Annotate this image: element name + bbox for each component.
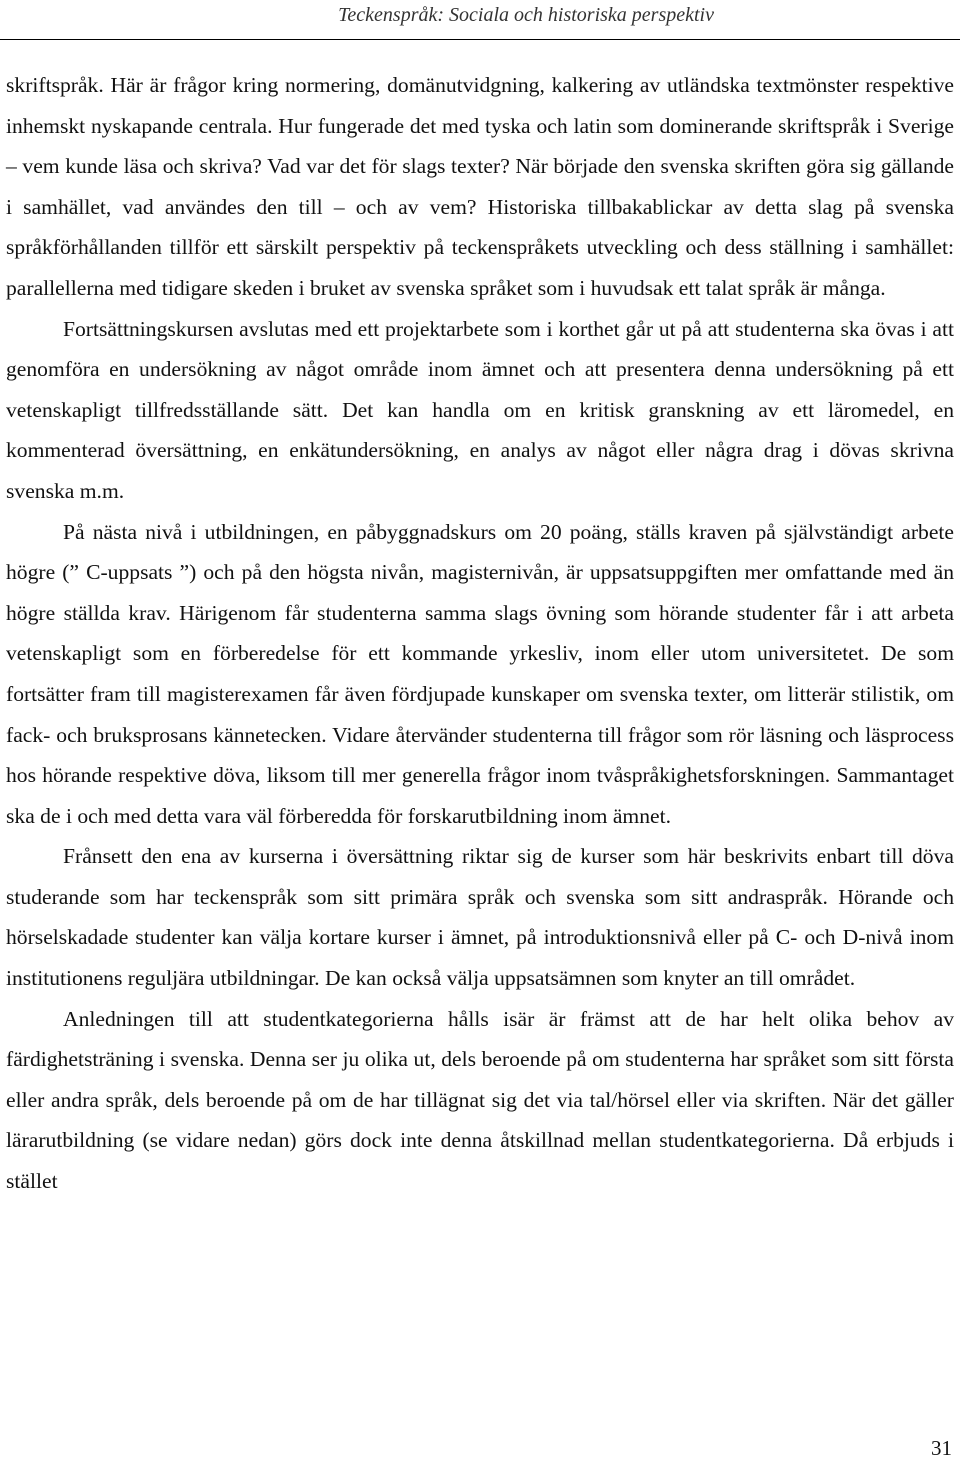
running-header [0,0,960,40]
paragraph-pabyggnadskurs: På nästa nivå i utbildningen, en påbyggnadskurs om 20 poäng, ställs kraven på självständigt arbete högre (” C-uppsats ”) och på den högsta nivån, magisternivån, är uppsatsuppgiften mer omfattande med än högre ställda krav. Härigenom får studenterna samma slags övning som hörande studenter får i att arbeta vetenskapligt som en förberedelse för ett kommande yrkesliv, inom eller utom universitetet. De som fortsätter fram till magisterexamen får även fördjupade kunskaper om svenska texter, om litterär stilistik, om fack- och bruksprosans kännetecken. Vidare återvänder studenterna till frågor som rör läsning och läsprocess hos hörande respektive döva, liksom till mer generella frågor inom tvåspråkighetsforskningen. Sammantaget ska de i och med detta vara väl förberedda för forskarutbildning inom ämnet. [6,519,954,828]
paragraph-projektarbete: Fortsättningskursen avslutas med ett projektarbete som i korthet går ut på att studenterna ska övas i att genomföra en undersökning av något område inom ämnet och att presentera denna undersökning på ett vetenskapligt tillfredsställande sätt. Det kan handla om en kritisk granskning av ett läromedel, en kommenterad översättning, en enkätundersökning, en analys av något eller några drag i dövas skrivna svenska m.m. [6,316,954,503]
page-number: 31 [931,1436,952,1460]
body-text [6,65,954,1202]
paragraph-kurser-dova: Frånsett den ena av kurserna i översättning riktar sig de kurser som här beskrivits enbart till döva studerande som har teckenspråk som sitt primära språk och svenska som sitt andraspråk. Hörande och hörselskadade studenter kan välja kortare kurser i ämnet, på introduktionsnivå eller på C- och D-nivå inom institutionens reguljära utbildningar. De kan också välja uppsatsämnen som knyter an till området. [6,844,954,991]
paragraph-studentkategorier: Anledningen till att studentkategorierna hålls isär är främst att de har helt olika behov av färdighetsträning i svenska. Denna ser ju olika ut, dels beroende på om studenterna har språket som sitt första eller andra språk, dels beroende på om de har tillägnat sig det via tal/hörsel eller via skriften. När det gäller lärarutbildning (se vidare nedan) görs dock inte denna åtskillnad mellan studentkategorierna. Då erbjuds i stället [6,1006,954,1194]
running-header-title: Teckenspråk: Sociala och historiska perspektiv [338,4,714,26]
paragraph-continuation: skriftspråk. Här är frågor kring normering, domänutvidgning, kalkering av utländska textmönster respektive inhemskt nyskapande centrala. Hur fungerade det med tyska och latin som dominerande skriftspråk i Sverige – vem kunde läsa och skriva? Vad var det för slags texter? När började den svenska skriften göra sig gällande i samhället, vad användes den till – och av vem? Historiska tillbakablickar av detta slag på svenska språkförhållanden tillför ett särskilt perspektiv på teckenspråkets utveckling och dess ställning i samhället: parallellerna med tidigare skeden i bruket av svenska språket som i huvudsak ett talat språk är många. [6,73,954,300]
